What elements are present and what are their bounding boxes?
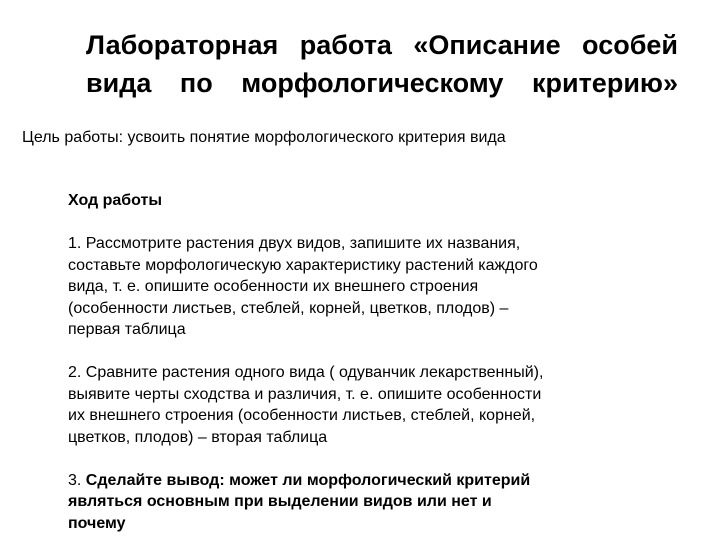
title-line-2: вида по морфологическому критерию» [86, 68, 678, 98]
step-1-line: вида, т. е. опишите особенности их внешнего строения [68, 278, 479, 295]
step-1-line: первая таблица [68, 321, 186, 338]
spacer [68, 448, 628, 470]
step-3-conclusion: Сделайте вывод: может ли морфологический критерий [85, 471, 531, 489]
step-3-line [68, 470, 628, 492]
procedure-section [68, 190, 628, 534]
step-3 [68, 470, 628, 535]
step-2-line: выявите черты сходства и различия, т. е. опишите особенности [68, 385, 542, 403]
spacer [68, 341, 628, 363]
procedure-heading: Ход работы [68, 192, 163, 209]
step-1-line: 1. Рассмотрите растения двух видов, запишите их названия, [68, 235, 521, 252]
step-1 [68, 233, 628, 341]
step-2-line: 2. Сравните растения одного вида ( одуванчик лекарственный), [68, 364, 544, 381]
slide-title [86, 26, 678, 102]
title-line-1: Лабораторная работа «Описание особей [86, 30, 678, 60]
step-3-number: 3. [68, 471, 86, 489]
step-3-line: являться основным при выделении видов или нет и [68, 493, 492, 510]
step-2-line: их внешнего строения (особенности листьев, стеблей, корней, [68, 407, 536, 424]
step-1-line: составьте морфологическую характеристику растений каждого [68, 256, 538, 274]
step-2 [68, 362, 628, 448]
step-3-line: почему [68, 514, 126, 532]
goal-text: Цель работы: усвоить понятие морфологического критерия вида [22, 129, 506, 146]
step-1-line: (особенности листьев, стеблей, корней, цветков, плодов) – [68, 299, 509, 317]
spacer [68, 212, 628, 234]
step-2-line: цветков, плодов) – вторая таблица [68, 428, 328, 446]
